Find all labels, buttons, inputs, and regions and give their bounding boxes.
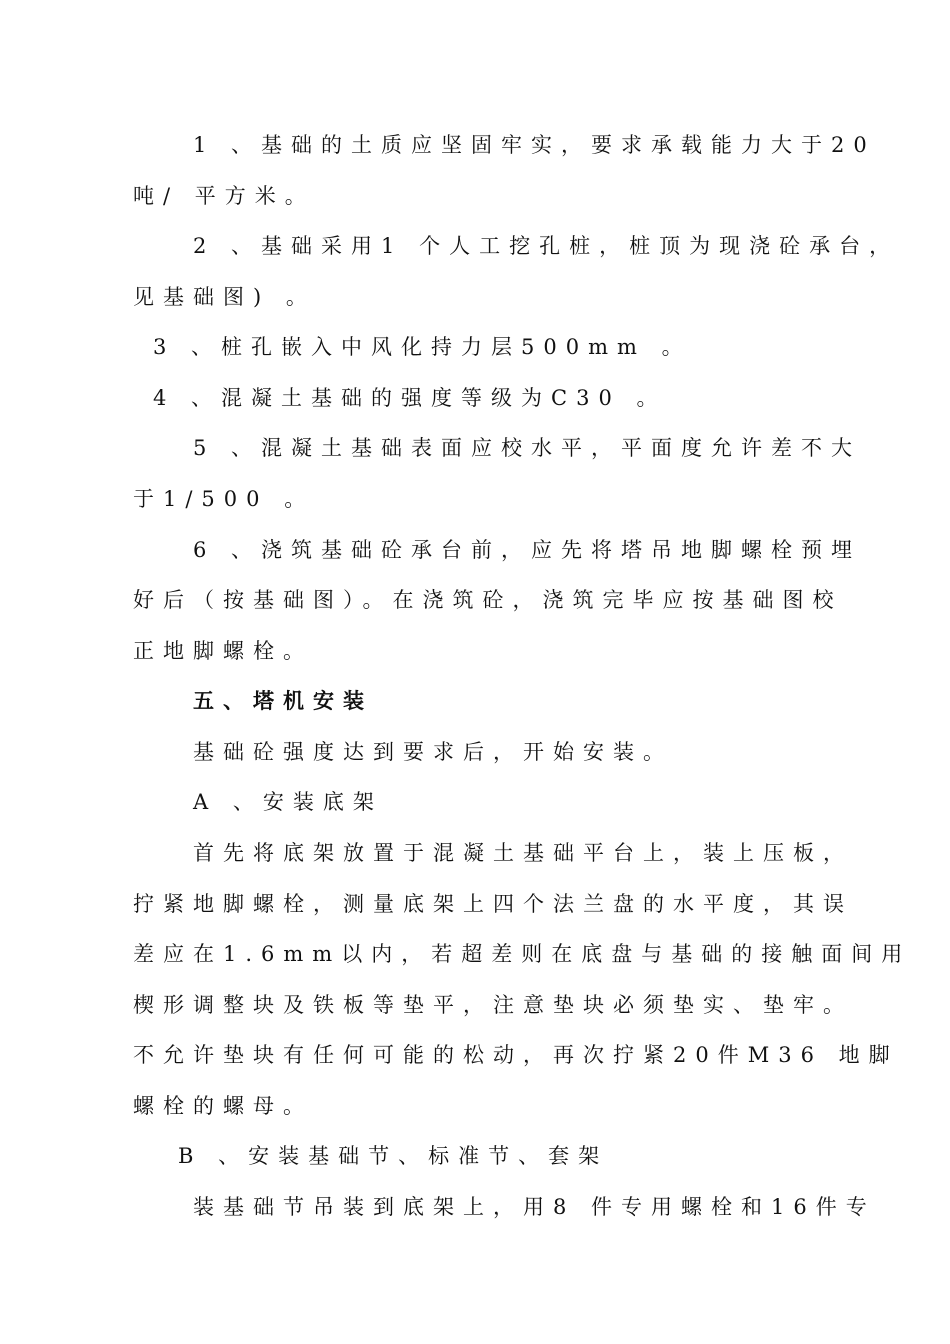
paragraph-a-line-6: 螺栓的螺母。 [133,1094,313,1118]
paragraph-6-line-3: 正地脚螺栓。 [133,639,313,663]
paragraph-3-line-1: 3 、桩孔嵌入中风化持力层500mm 。 [153,335,692,359]
paragraph-1-line-2: 吨/ 平方米。 [133,184,315,208]
paragraph-4-line-1: 4 、混凝土基础的强度等级为C30 。 [153,386,667,410]
paragraph-a-line-5: 不允许垫块有任何可能的松动，再次拧紧20件M36 地脚 [133,1043,899,1067]
section-intro: 基础砼强度达到要求后，开始安装。 [193,740,673,764]
paragraph-2-line-1: 2 、基础采用1 个人工挖孔桩，桩顶为现浇砼承台， [193,234,900,258]
paragraph-6-line-1: 6 、浇筑基础砼承台前，应先将塔吊地脚螺栓预埋 [193,538,862,562]
paragraph-b-line-1: 装基础节吊装到底架上，用8 件专用螺栓和16件专 [193,1195,876,1219]
paragraph-1-line-1: 1 、基础的土质应坚固牢实，要求承载能力大于20 [193,133,876,157]
paragraph-a-line-3: 差应在1.6mm以内，若超差则在底盘与基础的接触面间用 [133,942,912,966]
paragraph-5-line-2: 于1/500 。 [133,487,315,511]
paragraph-2-line-2: 见基础图) 。 [133,285,316,309]
subheading-b: B 、安装基础节、标准节、套架 [178,1144,609,1168]
subheading-a: A 、安装底架 [193,790,383,814]
paragraph-5-line-1: 5 、混凝土基础表面应校水平，平面度允许差不大 [193,436,862,460]
section-heading: 五、塔机安装 [193,688,373,713]
paragraph-a-line-4: 楔形调整块及铁板等垫平，注意垫块必须垫实、垫牢。 [133,993,853,1017]
paragraph-6-line-2: 好后（按基础图）。在浇筑砼，浇筑完毕应按基础图校 [133,588,843,612]
paragraph-a-line-1: 首先将底架放置于混凝土基础平台上，装上压板， [193,841,853,865]
paragraph-a-line-2: 拧紧地脚螺栓，测量底架上四个法兰盘的水平度，其误 [133,892,853,916]
